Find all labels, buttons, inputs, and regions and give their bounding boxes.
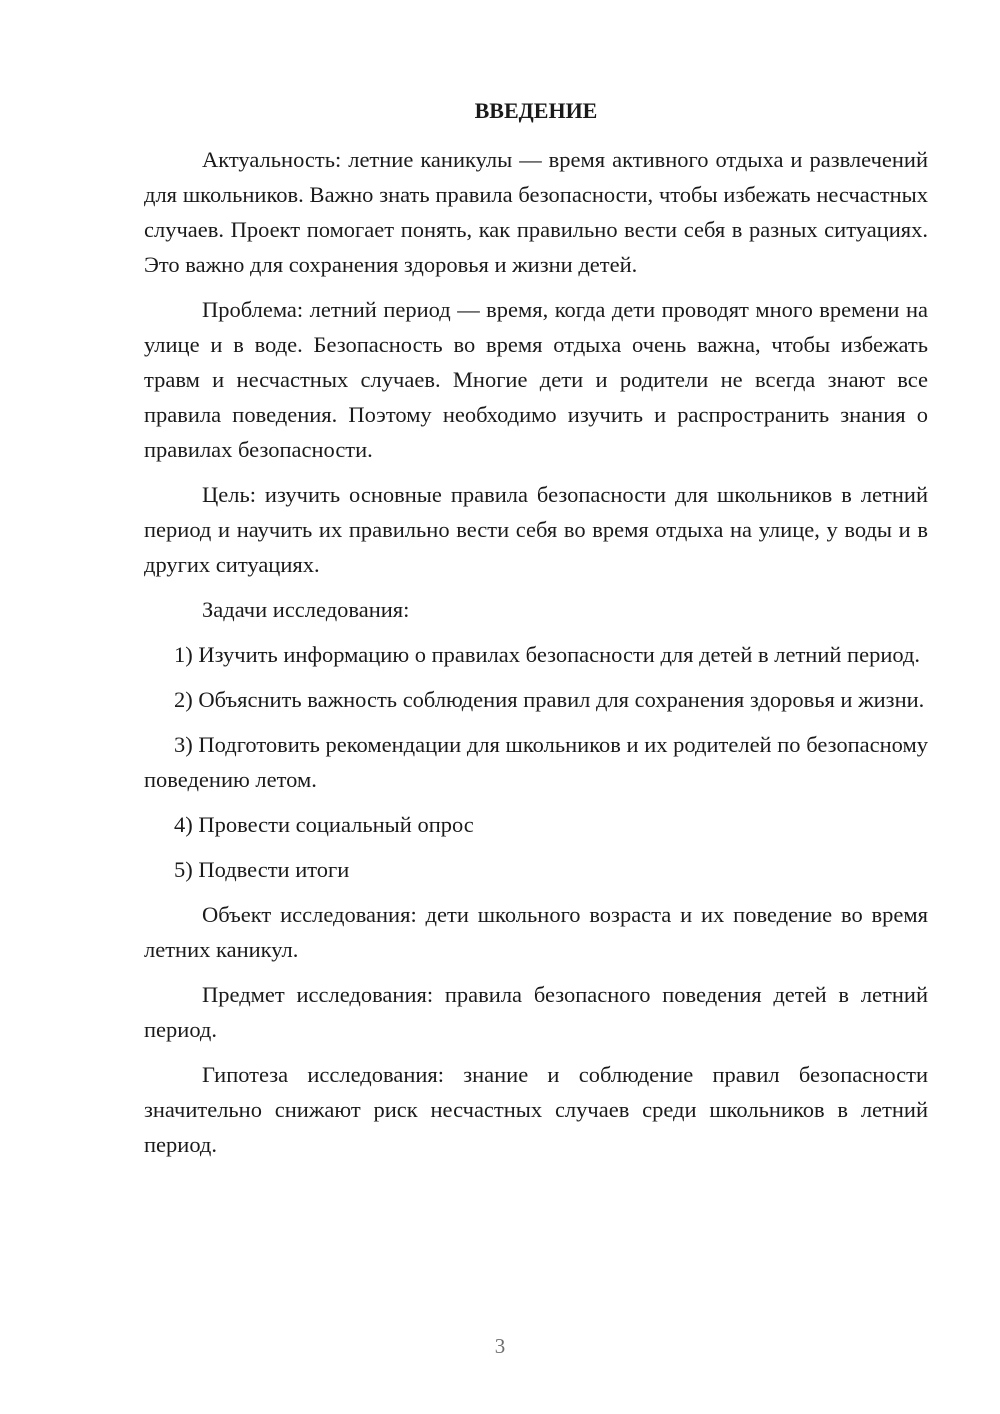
paragraph-object: Объект исследования: дети школьного возраста и их поведение во время летних каникул.: [144, 902, 928, 962]
task-item-4: 4) Провести социальный опрос: [174, 812, 474, 837]
task-item-2: 2) Объяснить важность соблюдения правил для сохранения здоровья и жизни.: [174, 687, 925, 712]
paragraph-relevance: Актуальность: летние каникулы — время активного отдыха и развлечений для школьников. Важно знать правила безопасности, чтобы избежать несчастных случаев. Проект помогает понять, как правильно вести себя в разных ситуациях. Это важно для сохранения здоровья и жизни детей.: [144, 147, 928, 277]
task-item-3: 3) Подготовить рекомендации для школьников и их родителей по безопасному поведению летом.: [144, 732, 928, 792]
task-item-5: 5) Подвести итоги: [174, 857, 350, 882]
paragraph-subject: Предмет исследования: правила безопасного поведения детей в летний период.: [144, 982, 928, 1042]
task-item-1: 1) Изучить информацию о правилах безопасности для детей в летний период.: [174, 642, 921, 667]
page-number: 3: [494, 1334, 506, 1358]
document-body: [144, 142, 928, 1172]
section-title: ВВЕДЕНИЕ: [474, 98, 598, 123]
tasks-heading: Задачи исследования:: [202, 597, 410, 622]
paragraph-problem: Проблема: летний период — время, когда дети проводят много времени на улице и в воде. Безопасность во время отдыха очень важна, чтобы избежать травм и несчастных случаев. Многие дети и родители не всегда знают все правила поведения. Поэтому необходимо изучить и распространить знания о правилах безопасности.: [144, 297, 928, 462]
paragraph-hypothesis: Гипотеза исследования: знание и соблюдение правил безопасности значительно снижают риск несчастных случаев среди школьников в летний период.: [144, 1062, 928, 1157]
paragraph-goal: Цель: изучить основные правила безопасности для школьников в летний период и научить их правильно вести себя во время отдыха на улице, у воды и в других ситуациях.: [144, 482, 928, 577]
